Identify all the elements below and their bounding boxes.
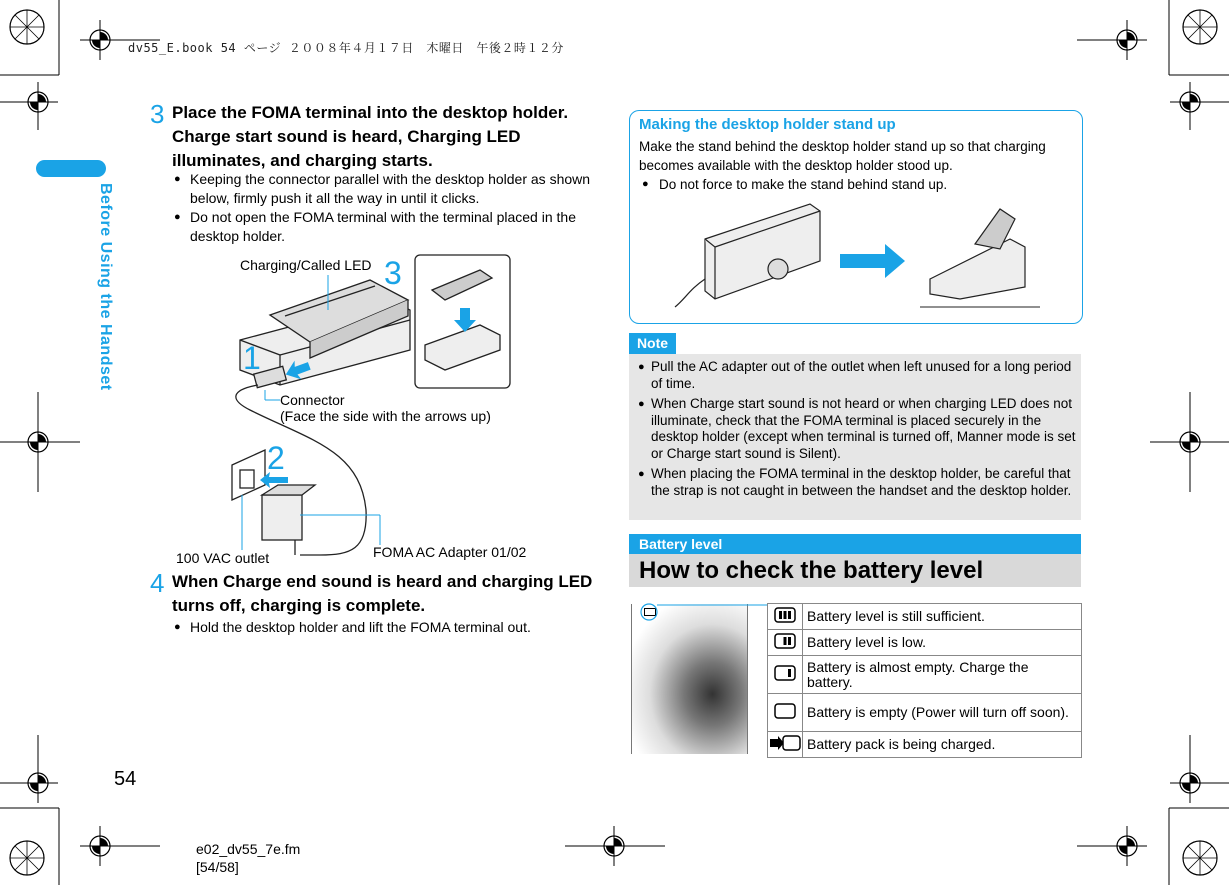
table-row [768,604,1082,630]
diagram-num-1: 1 [243,340,261,376]
stand-body: Make the stand behind the desktop holder stand up so that charging becomes available with the desktop holder stood up. ● Do not force to make the stand behind stand up. [639,139,1046,192]
note-item: ● When placing the FOMA terminal in the desktop holder, be careful that the strap is not caught in between the handset and the desktop holder. [638,466,1076,499]
note-tag: Note [629,333,676,354]
battery-section-tag: Battery level [629,534,1081,554]
battery-level-table [767,603,1082,758]
stand-info-box [629,110,1083,324]
note-box [629,354,1081,520]
diagram-num-3: 3 [384,255,402,291]
step-title: Place the FOMA terminal into the desktop holder. Charge start sound is heard, Charging LED illuminates, and charging starts. [172,103,569,170]
battery-empty-icon [768,694,803,732]
table-row [768,630,1082,656]
label-adapter: FOMA AC Adapter 01/02 [373,544,527,560]
section-tab-marker [36,160,106,177]
step-bullets [174,618,599,637]
step-4 [150,568,593,640]
page-number: 54 [114,768,137,790]
label-connector-note: (Face the side with the arrows up) [280,408,491,424]
battery-charging-icon [768,732,803,758]
step-bullets [174,170,599,246]
note-item: ● Pull the AC adapter out of the outlet when left unused for a long period of time. [638,359,1076,392]
label-outlet: 100 VAC outlet [176,550,270,566]
label-connector: Connector [280,392,345,408]
battery-low-icon [768,630,803,656]
footer [196,840,300,876]
bullet-item: ● Do not open the FOMA terminal with the terminal placed in the desktop holder. [174,208,599,246]
note-item: ● When Charge start sound is not heard or when charging LED does not illuminate, check that the FOMA terminal is placed securely in the desktop holder (except when terminal is turned off, Manner mode is set or Charge start sound is Silent). [638,396,1076,462]
battery-desc: Battery is almost empty. Charge the battery. [803,656,1082,694]
table-row [768,732,1082,758]
battery-full-icon [768,604,803,630]
label-charging-led: Charging/Called LED [240,257,372,273]
footer-file: e02_dv55_7e.fm [196,841,301,857]
battery-almost-empty-icon [768,656,803,694]
battery-desc: Battery level is still sufficient. [803,604,1082,630]
stand-illustration [670,199,1070,314]
section-label: Before Using the Handset [97,183,114,391]
callout-line [640,600,770,625]
battery-desc: Battery pack is being charged. [803,732,1082,758]
table-row [768,656,1082,694]
battery-desc: Battery is empty (Power will turn off soon). [803,694,1082,732]
bullet-item: ● Keeping the connector parallel with the desktop holder as shown below, firmly push it all the way in until it clicks. [174,170,599,208]
phone-screen-image [631,604,748,754]
stand-title: Making the desktop holder stand up [639,116,896,133]
step-title: When Charge end sound is heard and charging LED turns off, charging is complete. [172,572,593,615]
diagram-num-2: 2 [267,440,285,476]
step-3 [150,101,590,251]
table-row [768,694,1082,732]
step-number: 4 [150,568,165,598]
print-header: dv55_E.book 54 ページ ２００８年４月１７日 木曜日 午後２時１２分 [128,41,564,55]
battery-desc: Battery level is low. [803,630,1082,656]
footer-pages: [54/58] [196,859,239,875]
battery-heading: How to check the battery level [629,554,1081,587]
step-number: 3 [150,99,165,129]
bullet-item: ● Hold the desktop holder and lift the FOMA terminal out. [174,618,599,637]
